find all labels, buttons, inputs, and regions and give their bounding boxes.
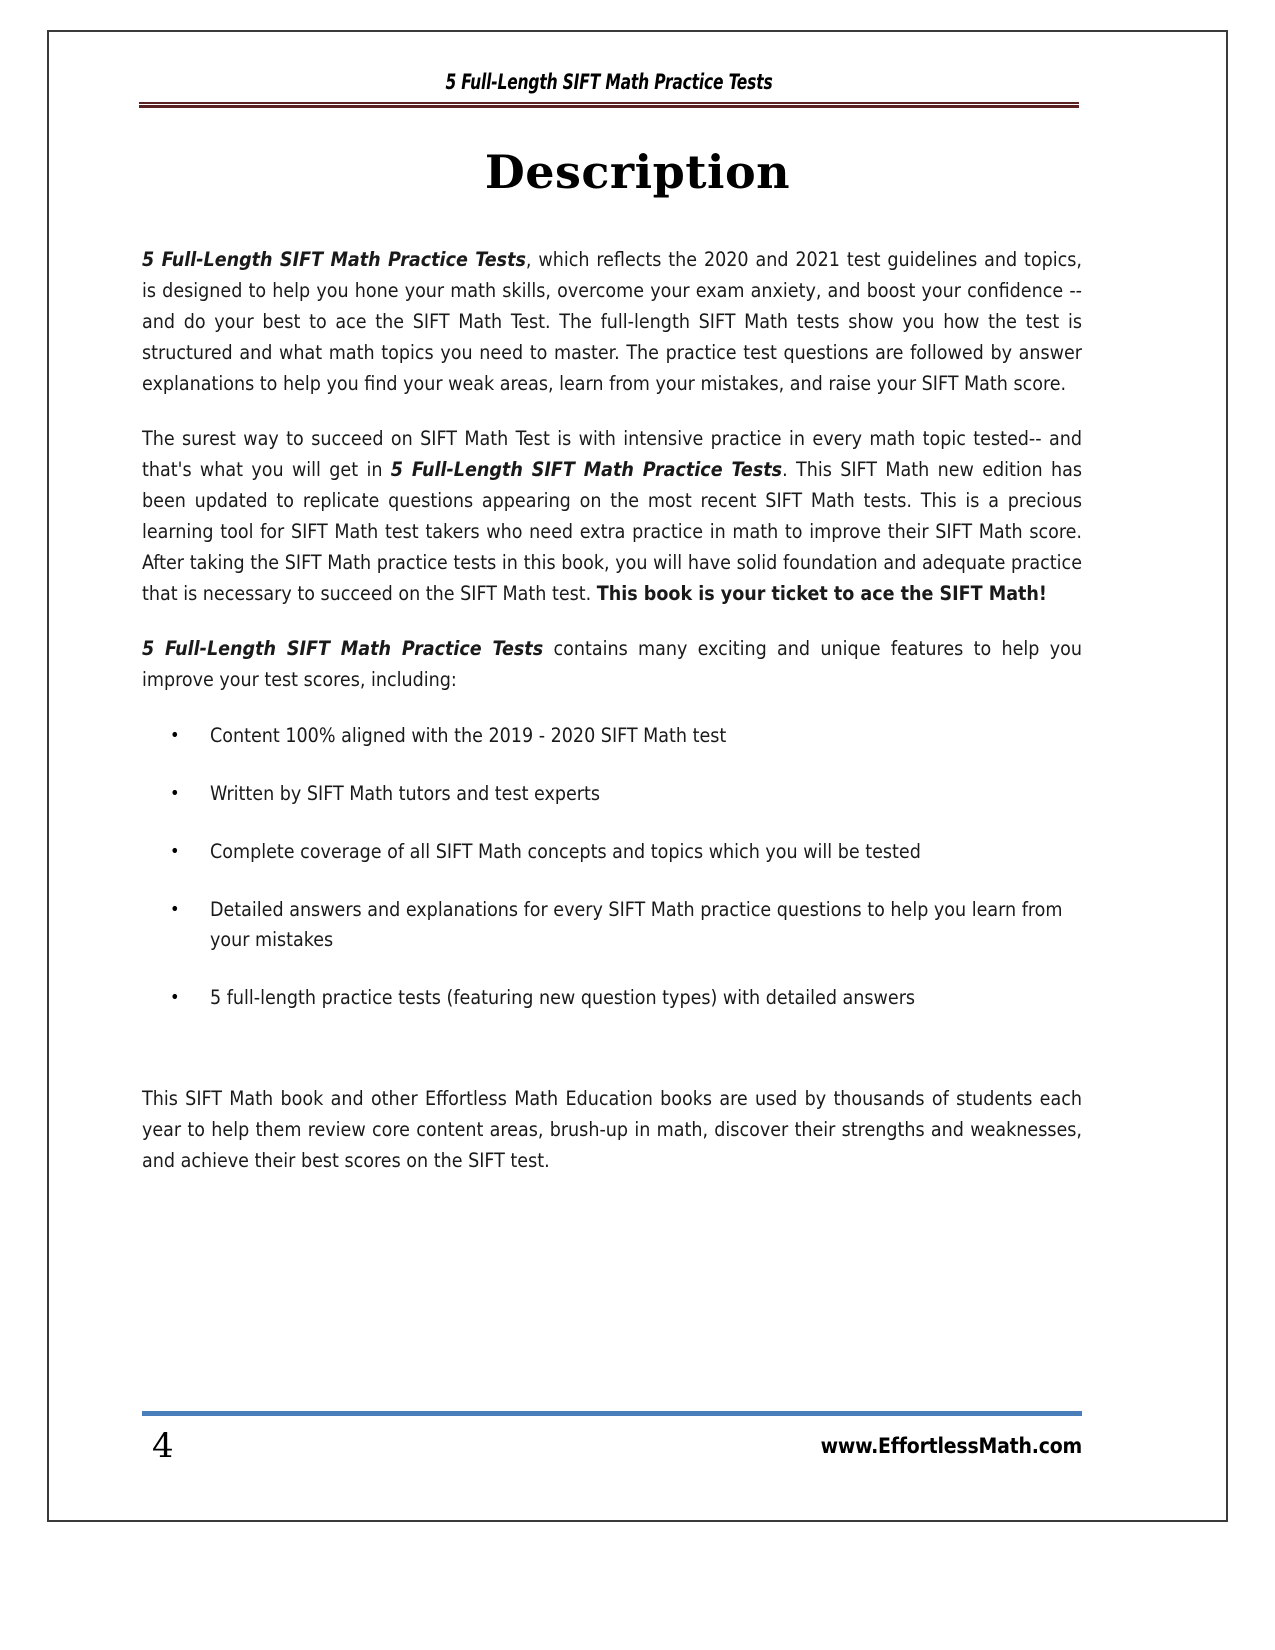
list-item [142, 983, 1082, 1013]
footer-website-link[interactable]: www.EffortlessMath.com [820, 1434, 1082, 1458]
book-title-emphasis: 5 Full-Length SIFT Math Practice Tests [390, 458, 783, 481]
paragraph-2-bold-tail: This book is your ticket to ace the SIFT Math! [596, 582, 1047, 605]
list-item [142, 837, 1082, 867]
paragraph-3-text: contains many exciting and unique features to help you improve your test scores, including: [142, 637, 1082, 691]
paragraph-1-text: , which reflects the 2020 and 2021 test guidelines and topics, is designed to help you hone your math skills, overcome your exam anxiety, and boost your confidence -- and do your best to ace the SIFT Math Test. The full-length SIFT Math tests show you how the test is structured and what math topics you need to master. The practice test questions are followed by answer explanations to help you find your weak areas, learn from your mistakes, and raise your SIFT Math score. [142, 248, 1082, 395]
page-number: 4 [152, 1426, 174, 1466]
features-list [142, 721, 1082, 1013]
paragraph-1 [142, 244, 1082, 399]
section-spacer [142, 1041, 1082, 1083]
list-item-label: Content 100% aligned with the 2019 - 2020 SIFT Math test [210, 724, 727, 747]
page-footer [142, 1411, 1082, 1472]
bullet-icon: • [170, 987, 180, 1008]
document-body [142, 244, 1082, 1200]
bullet-icon: • [170, 725, 180, 746]
bullet-icon: • [170, 783, 180, 804]
header-divider-rule [139, 102, 1079, 108]
list-item-label: Written by SIFT Math tutors and test experts [210, 782, 601, 805]
page-content-area [49, 32, 1226, 1520]
footer-row [142, 1416, 1082, 1472]
paragraph-2-text-part2: . This SIFT Math new edition has been updated to replicate questions appearing on the most recent SIFT Math tests. This is a precious learning tool for SIFT Math test takers who need extra practice in math to improve their SIFT Math score. After taking the SIFT Math practice tests in this book, you will have solid foundation and adequate practice that is necessary to succeed on the SIFT Math test. [142, 458, 1082, 605]
list-item [142, 721, 1082, 751]
bullet-icon: • [170, 899, 180, 920]
list-item-label: Detailed answers and explanations for every SIFT Math practice questions to help you learn from your mistakes [210, 898, 1063, 951]
paragraph-2-text-part1: The surest way to succeed on SIFT Math Test is with intensive practice in every math topic tested-- and that's what you will get in [142, 427, 1082, 481]
list-item [142, 895, 1082, 955]
bullet-icon: • [170, 841, 180, 862]
book-title-emphasis: 5 Full-Length SIFT Math Practice Tests [142, 637, 544, 660]
list-item [142, 779, 1082, 809]
running-header-title: 5 Full-Length SIFT Math Practice Tests [445, 70, 773, 94]
paragraph-2 [142, 423, 1082, 609]
list-item-label: 5 full-length practice tests (featuring new question types) with detailed answers [210, 986, 916, 1009]
running-header [139, 70, 1079, 108]
book-title-emphasis: 5 Full-Length SIFT Math Practice Tests [142, 248, 526, 271]
paragraph-3 [142, 633, 1082, 695]
page-frame [47, 30, 1228, 1522]
page-title: Description [484, 145, 791, 199]
paragraph-4: This SIFT Math book and other Effortless Math Education books are used by thousands of students each year to help them review core content areas, brush-up in math, discover their strengths and weaknesses, and achieve their best scores on the SIFT test. [142, 1087, 1082, 1172]
list-item-label: Complete coverage of all SIFT Math concepts and topics which you will be tested [210, 840, 921, 863]
